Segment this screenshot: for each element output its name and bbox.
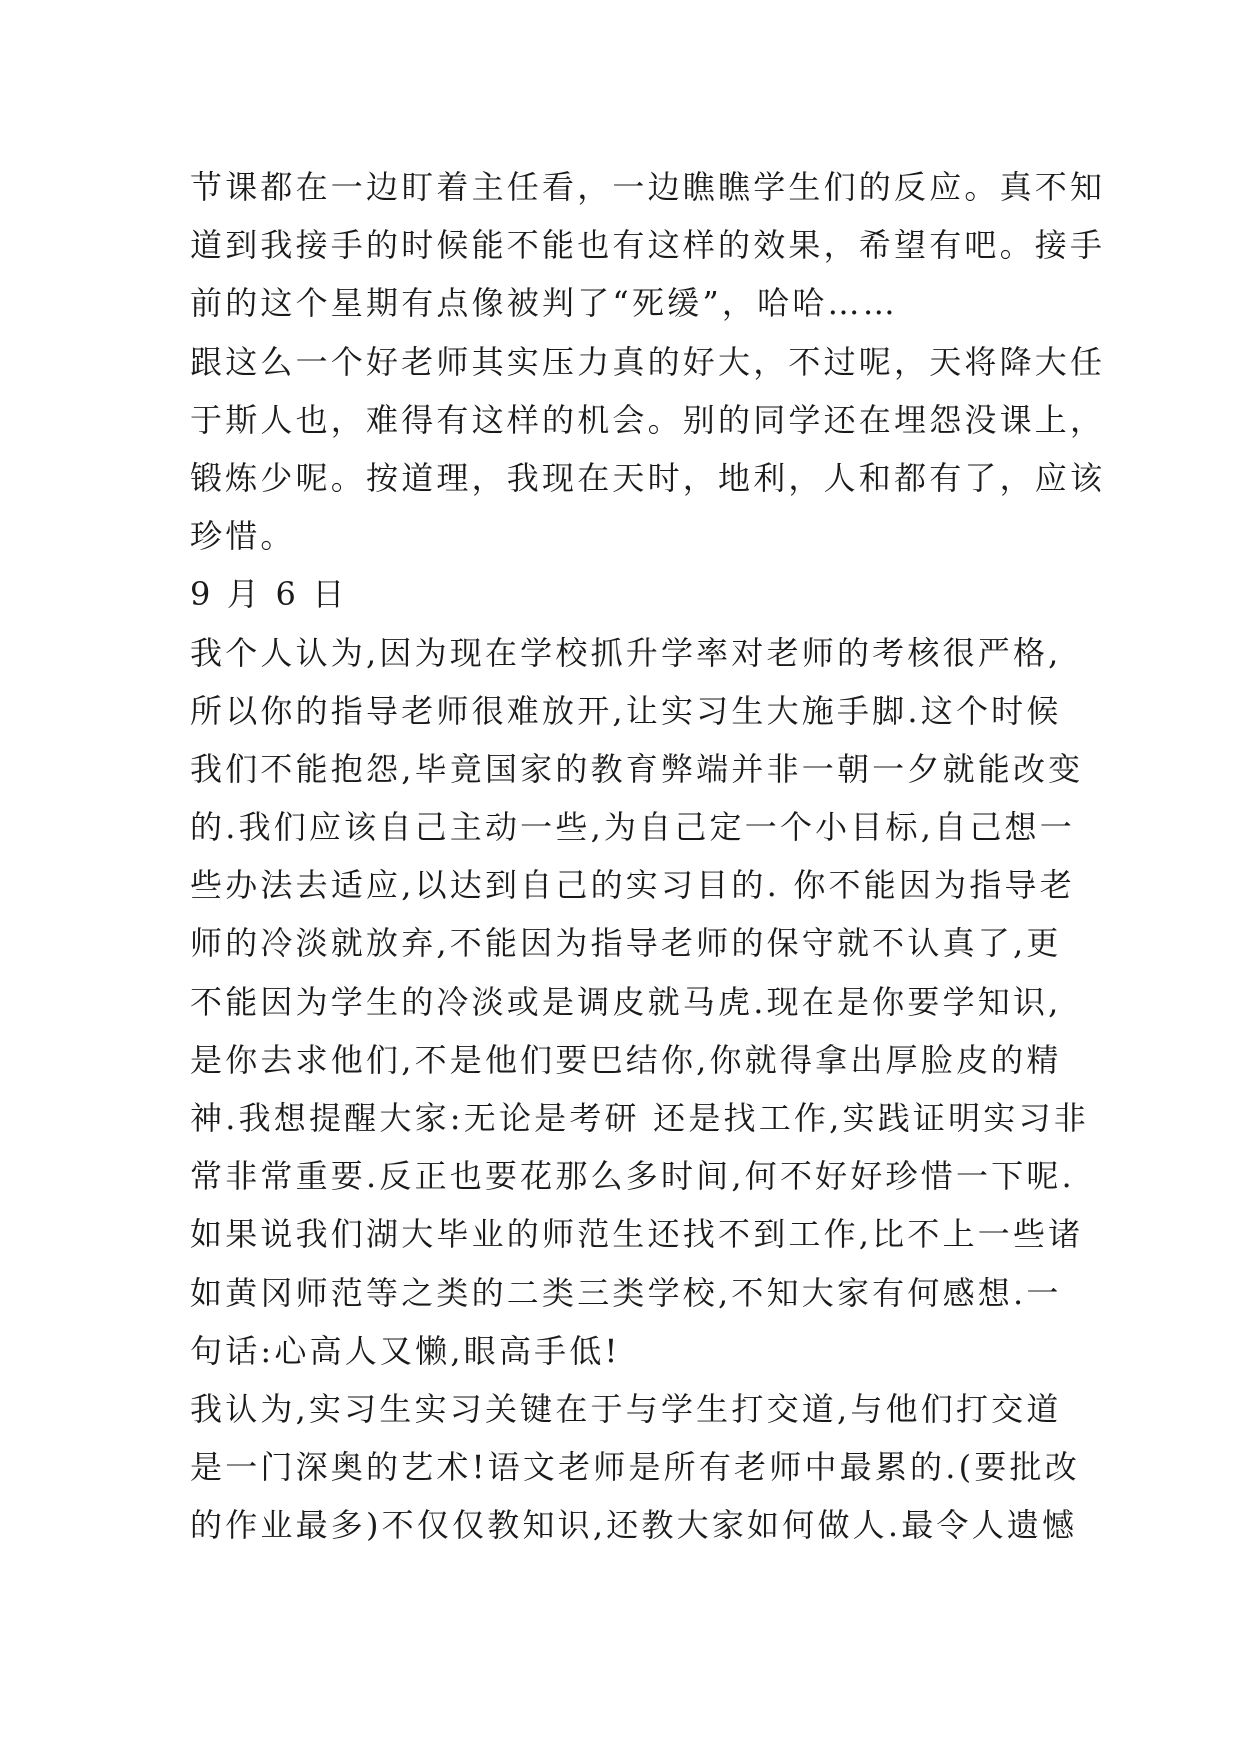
text-line: 我个人认为,因为现在学校抓升学率对老师的考核很严格, [190, 633, 1062, 672]
text-line: 句话:心高人又懒,眼高手低! [190, 1331, 621, 1370]
text-line: 师的冷淡就放弃,不能因为指导老师的保守就不认真了,更 [190, 924, 1062, 963]
text-line: 不能因为学生的冷淡或是调皮就马虎.现在是你要学知识, [190, 982, 1062, 1021]
text-line: 如果说我们湖大毕业的师范生还找不到工作,比不上一些诸 [190, 1215, 1084, 1254]
text-line: 我们不能抱怨,毕竟国家的教育弊端并非一朝一夕就能改变 [190, 749, 1084, 788]
text-line: 珍惜。 [190, 517, 296, 556]
text-line: 锻炼少呢。按道理，我现在天时，地利，人和都有了，应该 [190, 458, 1106, 497]
date-heading: 9 月 6 日 [190, 575, 348, 614]
text-line: 道到我接手的时候能不能也有这样的效果，希望有吧。接手 [190, 226, 1106, 265]
body-text [190, 158, 1106, 1555]
text-line: 所以你的指导老师很难放开,让实习生大施手脚.这个时候 [190, 691, 1062, 730]
text-line: 的作业最多)不仅仅教知识,还教大家如何做人.最令人遗憾 [190, 1506, 1078, 1545]
text-line: 的.我们应该自己主动一些,为自己定一个小目标,自己想一 [190, 808, 1075, 847]
text-line: 于斯人也，难得有这样的机会。别的同学还在埋怨没课上， [190, 400, 1106, 439]
text-line: 我认为,实习生实习关键在于与学生打交道,与他们打交道 [190, 1389, 1062, 1428]
text-line: 是一门深奥的艺术!语文老师是所有老师中最累的.(要批改 [190, 1448, 1080, 1487]
text-line: 神.我想提醒大家:无论是考研 还是找工作,实践证明实习非 [190, 1099, 1089, 1137]
text-line: 跟这么一个好老师其实压力真的好大，不过呢，天将降大任 [190, 342, 1106, 381]
text-line: 常非常重要.反正也要花那么多时间,何不好好珍惜一下呢. [190, 1157, 1075, 1196]
text-line: 些办法去适应,以达到自己的实习目的. 你不能因为指导老 [190, 866, 1075, 905]
text-line: 前的这个星期有点像被判了“死缓”，哈哈…… [190, 284, 898, 323]
text-line: 是你去求他们,不是他们要巴结你,你就得拿出厚脸皮的精 [190, 1040, 1062, 1079]
text-line: 节课都在一边盯着主任看，一边瞧瞧学生们的反应。真不知 [190, 168, 1106, 206]
text-line: 如黄冈师范等之类的二类三类学校,不知大家有何感想.一 [190, 1273, 1062, 1312]
